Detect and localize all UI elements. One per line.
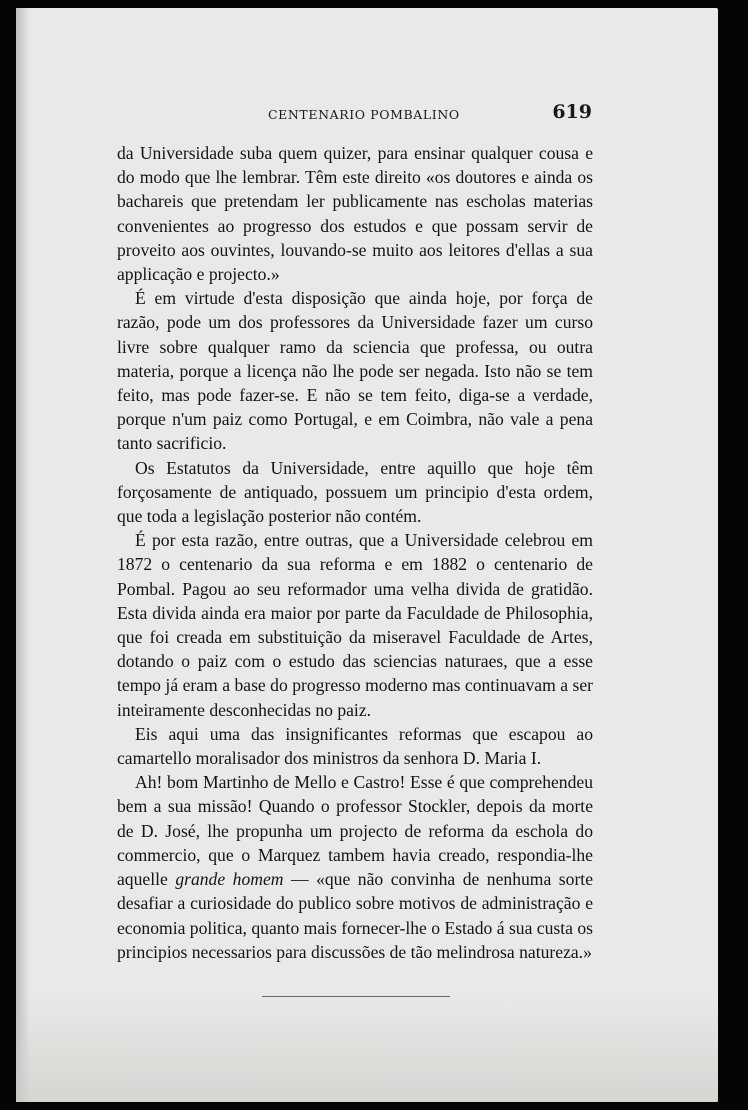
paragraph-2: É em virtude d'esta disposição que ainda hoje, por força de razão, pode um dos professores da Universidade fazer um curso livre sobre qualquer ramo da sciencia que professa, ou outra materia, porque a licença não lhe pode ser negada. Isto não se tem feito, mas pode fazer-se. E não se tem feito, diga-se a verdade, porque n'um paiz como Portugal, e em Coimbra, não vale a pena tanto sacrificio. — [117, 288, 593, 454]
paragraph-3: Os Estatutos da Universidade, entre aquillo que hoje têm forçosamente de antiquado, possuem um principio d'esta ordem, que toda a legislação posterior não contém. — [117, 457, 593, 527]
running-title: CENTENARIO POMBALINO — [268, 107, 460, 122]
paragraph-1: da Universidade suba quem quizer, para ensinar qualquer cousa e do modo que lhe lembrar. Têm este direito «os doutores e ainda os bachareis que pretendam ler publicamente nas escholas materias convenientes ao progresso dos estudos e que possam servir de proveito aos ouvintes, louvando-se muito aos leitores d'ellas a sua applicação e projecto.» — [117, 143, 593, 285]
paragraph-6 — [117, 770, 593, 964]
body-text — [117, 141, 593, 964]
paragraph-6-emphasis: grande homem — [175, 869, 284, 890]
paragraph-4: É por esta razão, entre outras, que a Universidade celebrou em 1872 o centenario da sua reforma e em 1882 o centenario de Pombal. Pagou ao seu reformador uma velha divida de gratidão. Esta divida ainda era maior por parte da Faculdade de Philosophia, que foi creada em substituição da miseravel Faculdade de Artes, dotando o paiz com o estudo das sciencias naturaes, que a esse tempo já eram a base do progresso moderno mas continuavam a ser inteiramente desconhecidas no paiz. — [117, 530, 593, 720]
paragraph-6-text-after: — «que não convinha de nenhuma sorte desafiar a curiosidade do publico sobre motivos de administração e economia politica, quanto mais fornecer-lhe o Estado á sua custa os principios necessarios para discussões de tão melindrosa natureza.» — [117, 869, 593, 962]
section-divider-rule — [262, 996, 450, 997]
page-number: 619 — [552, 101, 592, 123]
paragraph-6-text-before: Ah! bom Martinho de Mello e Castro! Esse é que comprehendeu bem a sua missão! Quando o professor Stockler, depois da morte de D. José, lhe propunha um projecto de reforma da escholа do commercio, que o Marquez tambem havia creado, respondia-lhe aquelle — [117, 772, 593, 890]
paragraph-5: Eis aqui uma das insignificantes reformas que escapou ao camartello moralisador dos ministros da senhora D. Maria I. — [117, 723, 593, 769]
page-header — [118, 101, 592, 127]
page-bottom-shade — [16, 992, 718, 1102]
page-edge-shadow — [16, 8, 30, 1102]
